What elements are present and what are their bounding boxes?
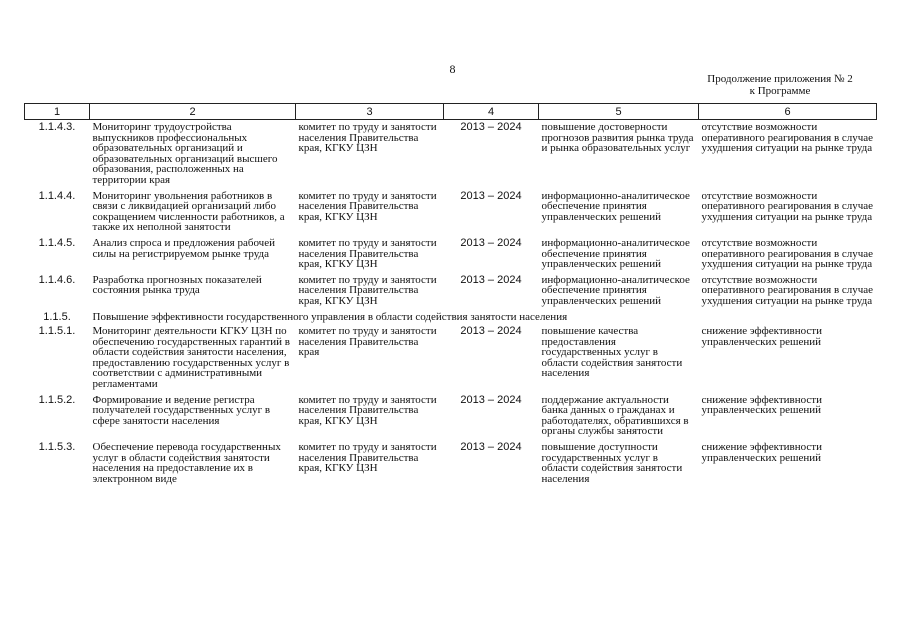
row-period: 2013 – 2024: [460, 121, 522, 133]
row-number: 1.1.5.2.: [38, 393, 76, 406]
row-number: 1.1.4.5.: [38, 236, 76, 249]
row-executor: комитет по труду и занятости населения Правительства края: [298, 325, 437, 359]
row-result: повышение доступности государственных услуг в области содействия занятости населения: [541, 441, 683, 485]
row-activity: Мониторинг трудоустройства выпускников профессиональных образовательных организаций и образовательных организаций высшего образования, расположенных на территории края: [92, 121, 278, 186]
row-risk: отсутствие возможности оперативного реагирования в случае ухудшения ситуации на рынке труда: [701, 273, 874, 307]
row-period: 2013 – 2024: [460, 273, 522, 286]
row-executor: комитет по труду и занятости населения Правительства края, КГКУ ЦЗН: [298, 273, 437, 307]
column-header-2: 2: [90, 104, 296, 120]
row-activity: Формирование и ведение регистра получателей государственных услуг в сфере занятости населения: [92, 393, 271, 427]
row-number: 1.1.4.6.: [38, 273, 76, 286]
row-number: 1.1.4.4.: [38, 189, 76, 202]
appendix-note: [690, 73, 870, 97]
section-title: Повышение эффективности государственного управления в области содействия занятости населения: [92, 310, 568, 323]
table-row: [25, 236, 877, 273]
appendix-note-line1: Продолжение приложения № 2: [707, 73, 853, 85]
table-row: [25, 440, 877, 487]
row-result: информационно-аналитическое обеспечение принятия управленческих решений: [541, 236, 690, 271]
table-header-row: [25, 104, 877, 120]
page-number: 8: [449, 62, 456, 76]
row-executor: комитет по труду и занятости населения Правительства края, КГКУ ЦЗН: [298, 236, 437, 271]
appendix-note-line2: к Программе: [749, 85, 811, 97]
row-executor: комитет по труду и занятости населения Правительства края, КГКУ ЦЗН: [298, 393, 437, 427]
row-executor: комитет по труду и занятости населения Правительства края, КГКУ ЦЗН: [298, 121, 437, 155]
column-header-1: 1: [25, 104, 90, 120]
section-number: 1.1.5.: [43, 310, 71, 323]
row-number: 1.1.5.1.: [38, 325, 76, 338]
row-number: 1.1.5.3.: [38, 441, 76, 454]
row-executor: комитет по труду и занятости населения Правительства края, КГКУ ЦЗН: [298, 441, 437, 475]
row-period: 2013 – 2024: [460, 189, 522, 202]
section-row: [25, 310, 877, 325]
row-period: 2013 – 2024: [460, 441, 522, 454]
table-row: [25, 120, 877, 189]
row-period: 2013 – 2024: [460, 325, 522, 338]
column-header-3: 3: [296, 104, 444, 120]
column-header-6: 6: [699, 104, 877, 120]
row-risk: отсутствие возможности оперативного реагирования в случае ухудшения ситуации на рынке труда: [701, 189, 874, 223]
row-risk: снижение эффективности управленческих решений: [701, 441, 822, 464]
row-risk: отсутствие возможности оперативного реагирования в случае ухудшения ситуации на рынке труда: [701, 236, 874, 271]
row-result: повышение достоверности прогнозов развития рынка труда и рынка образовательных услуг: [541, 121, 694, 155]
table-row: [25, 393, 877, 440]
row-result: информационно-аналитическое обеспечение принятия управленческих решений: [541, 273, 690, 307]
row-risk: отсутствие возможности оперативного реагирования в случае ухудшения ситуации на рынке труда: [701, 121, 874, 155]
table-row: [25, 324, 877, 393]
row-activity: Мониторинг увольнения работников в связи с ликвидацией организаций либо сокращением численности работников, а также их неполной занятости: [92, 189, 285, 234]
row-period: 2013 – 2024: [460, 393, 522, 406]
program-table: [24, 103, 877, 487]
column-header-5: 5: [539, 104, 699, 120]
table-row: [25, 189, 877, 236]
row-period: 2013 – 2024: [460, 236, 522, 249]
row-risk: снижение эффективности управленческих решений: [701, 325, 822, 348]
row-activity: Обеспечение перевода государственных услуг в области содействия занятости населения на предоставление их в электронном виде: [92, 441, 281, 485]
row-result: информационно-аналитическое обеспечение принятия управленческих решений: [541, 189, 690, 223]
row-activity: Мониторинг деятельности КГКУ ЦЗН по обеспечению государственных гарантий в области содействия занятости населения, предоставлению государственных услуг в соответствии с административными регламентами: [92, 325, 290, 391]
table-row: [25, 273, 877, 310]
row-executor: комитет по труду и занятости населения Правительства края, КГКУ ЦЗН: [298, 189, 437, 223]
row-result: поддержание актуальности банка данных о гражданах и работодателях, обратившихся в органы службы занятости: [541, 393, 689, 438]
column-header-4: 4: [444, 104, 539, 120]
row-activity: Разработка прогнозных показателей состояния рынка труда: [92, 273, 262, 297]
row-activity: Анализ спроса и предложения рабочей силы на регистрируемом рынке труда: [92, 236, 275, 260]
row-number: 1.1.4.3.: [38, 121, 76, 133]
row-risk: снижение эффективности управленческих решений: [701, 393, 822, 417]
row-result: повышение качества предоставления государственных услуг в области содействия занятости населения: [541, 325, 683, 380]
